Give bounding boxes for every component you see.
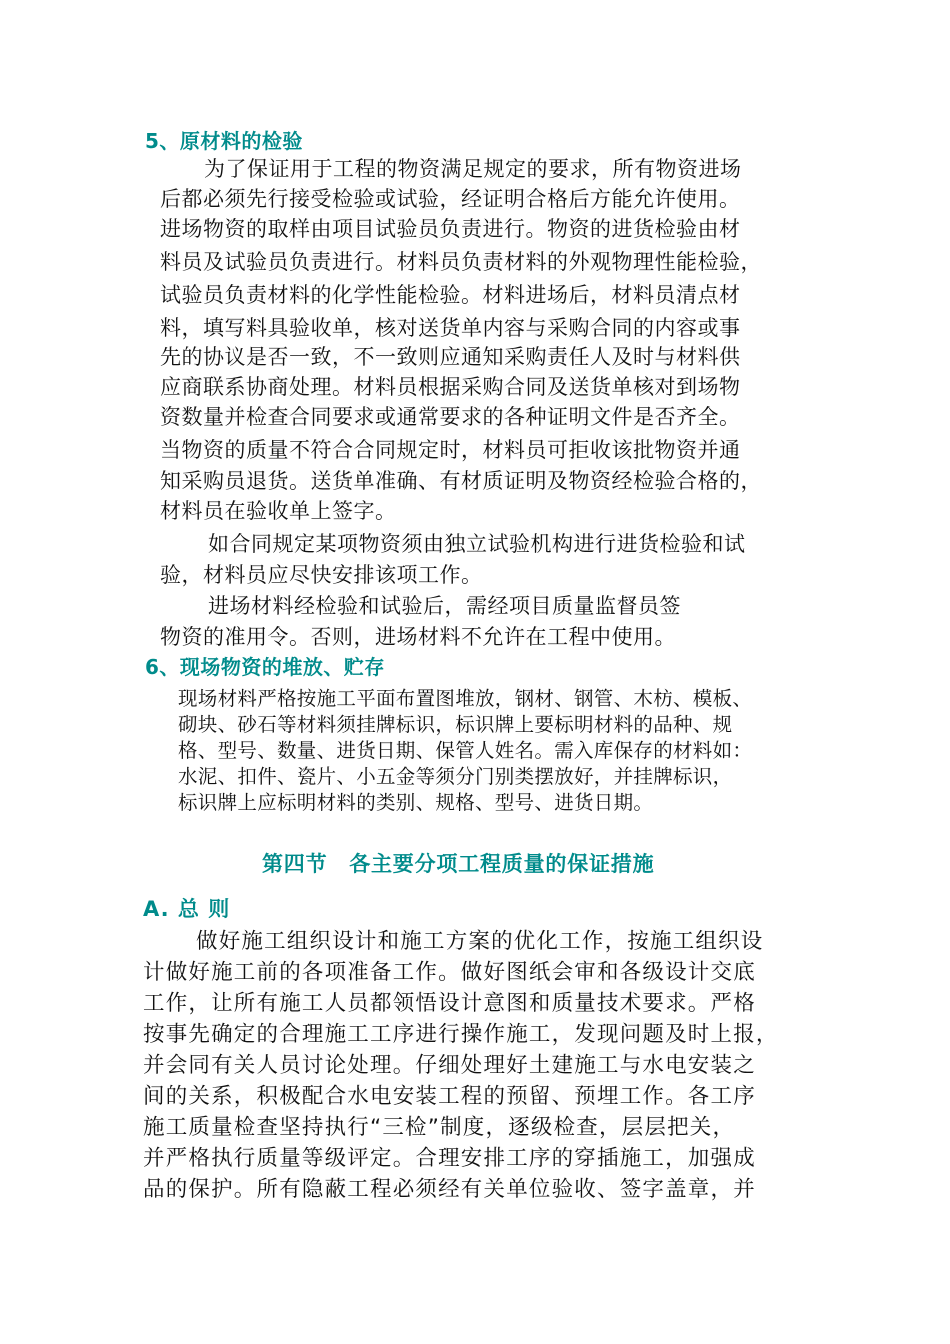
section-5-para-1-line: 知采购员退货。送货单准确、有材质证明及物资经检验合格的， xyxy=(160,469,762,493)
section-a-line: 并会同有关人员讨论处理。仔细处理好土建施工与水电安装之 xyxy=(143,1053,756,1078)
section-6-line: 现场材料严格按施工平面布置图堆放，钢材、钢管、木枋、模板、 xyxy=(178,687,753,710)
section-5-para-3-line: 物资的准用令。否则，进场材料不允许在工程中使用。 xyxy=(160,625,676,649)
section-5-para-1-line: 当物资的质量不符合合同规定时，材料员可拒收该批物资并通 xyxy=(160,438,741,462)
section-5-para-1-line: 先的协议是否一致，不一致则应通知采购责任人及时与材料供 xyxy=(160,345,741,369)
section-a-line: 施工质量检查坚持执行“三检”制度，逐级检查，层层把关， xyxy=(143,1115,736,1140)
section-6-line: 格、型号、数量、进货日期、保管人姓名。需入库保存的材料如： xyxy=(178,739,753,762)
section-a-line: 计做好施工前的各项准备工作。做好图纸会审和各级设计交底 xyxy=(143,960,756,985)
section-a-line: 品的保护。所有隐蔽工程必须经有关单位验收、签字盖章，并 xyxy=(143,1177,756,1202)
section-5-para-1-line: 为了保证用于工程的物资满足规定的要求，所有物资进场 xyxy=(204,157,742,181)
section-a-line: 按事先确定的合理施工工序进行操作施工，发现问题及时上报， xyxy=(143,1022,779,1047)
section-5-para-1-line: 后都必须先行接受检验或试验，经证明合格后方能允许使用。 xyxy=(160,187,741,211)
section-6-line: 水泥、扣件、瓷片、小五金等须分门别类摆放好，并挂牌标识， xyxy=(178,765,733,788)
section-5-para-2-line: 验，材料员应尽快安排该项工作。 xyxy=(160,563,483,587)
section-5-para-1-line: 料员及试验员负责进行。材料员负责材料的外观物理性能检验， xyxy=(160,250,762,274)
chapter-title: 第四节 各主要分项工程质量的保证措施 xyxy=(262,852,655,876)
section-5-para-2-line: 如合同规定某项物资须由独立试验机构进行进货检验和试 xyxy=(208,532,746,556)
section-a-line: 并严格执行质量等级评定。合理安排工序的穿插施工，加强成 xyxy=(143,1146,756,1171)
section-6-line: 标识牌上应标明材料的类别、规格、型号、进货日期。 xyxy=(178,791,654,814)
section-a-line: 工作，让所有施工人员都领悟设计意图和质量技术要求。严格 xyxy=(143,991,756,1016)
section-5-heading: 5、原材料的检验 xyxy=(145,129,303,153)
section-6-line: 砌块、砂石等材料须挂牌标识，标识牌上要标明材料的品种、规 xyxy=(178,713,733,736)
section-a-heading: A. 总 则 xyxy=(143,897,231,921)
section-5-para-1-line: 进场物资的取样由项目试验员负责进行。物资的进货检验由材 xyxy=(160,217,741,241)
section-5-para-1-line: 试验员负责材料的化学性能检验。材料进场后，材料员清点材 xyxy=(160,283,741,307)
section-5-para-3-line: 进场材料经检验和试验后，需经项目质量监督员签 xyxy=(208,594,681,618)
section-5-para-1-line: 资数量并检查合同要求或通常要求的各种证明文件是否齐全。 xyxy=(160,405,741,429)
section-5-para-1-line: 应商联系协商处理。材料员根据采购合同及送货单核对到场物 xyxy=(160,375,741,399)
section-a-line: 间的关系，积极配合水电安装工程的预留、预埋工作。各工序 xyxy=(143,1084,756,1109)
section-a-line: 做好施工组织设计和施工方案的优化工作，按施工组织设 xyxy=(196,929,764,954)
section-5-para-1-line: 料，填写料具验收单，核对送货单内容与采购合同的内容或事 xyxy=(160,316,741,340)
section-5-para-1-line: 材料员在验收单上签字。 xyxy=(160,499,397,523)
section-6-heading: 6、现场物资的堆放、贮存 xyxy=(145,655,385,679)
